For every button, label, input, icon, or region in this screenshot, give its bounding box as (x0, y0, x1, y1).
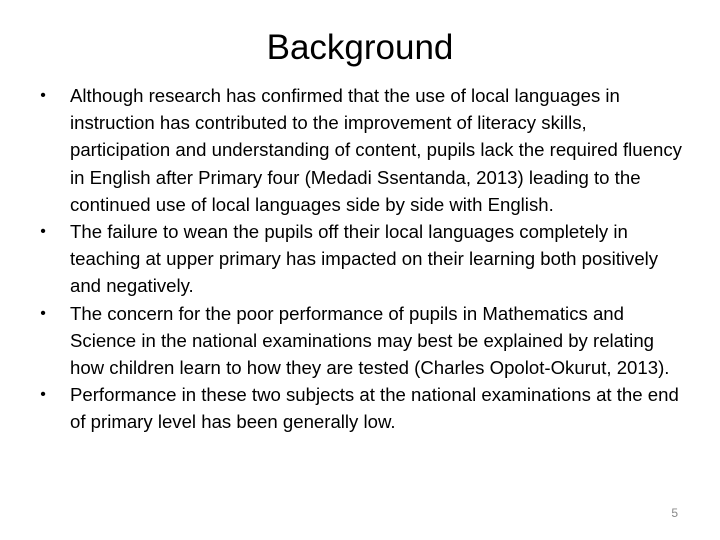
bullet-text: Although research has confirmed that the use of local languages in instruction has contributed to the improvement of literacy skills, participation and understanding of content, pupils lack the required fluency in English after Primary four (Medadi Ssentanda, 2013) leading to the continued use of local languages side by side with English. (70, 85, 682, 215)
bullet-item (36, 381, 688, 435)
bullet-list (36, 82, 688, 436)
bullet-marker-icon: • (40, 386, 46, 404)
bullet-marker-icon: • (40, 304, 46, 322)
bullet-item (36, 300, 688, 382)
bullet-marker-icon: • (40, 223, 46, 241)
slide-title: Background (266, 28, 454, 67)
bullet-text: The failure to wean the pupils off their local languages completely in teaching at upper primary has impacted on their learning both positively and negatively. (70, 221, 659, 297)
page-number: 5 (671, 506, 678, 520)
bullet-item (36, 218, 688, 300)
bullet-item (36, 82, 688, 218)
bullet-text: The concern for the poor performance of pupils in Mathematics and Science in the national examinations may best be explained by relating how children learn to how they are tested (Charles Opolot-Okurut, 2013). (70, 302, 670, 379)
bullet-marker-icon: • (40, 87, 46, 104)
bullet-text: Performance in these two subjects at the national examinations at the end of primary level has been generally low. (70, 384, 679, 433)
